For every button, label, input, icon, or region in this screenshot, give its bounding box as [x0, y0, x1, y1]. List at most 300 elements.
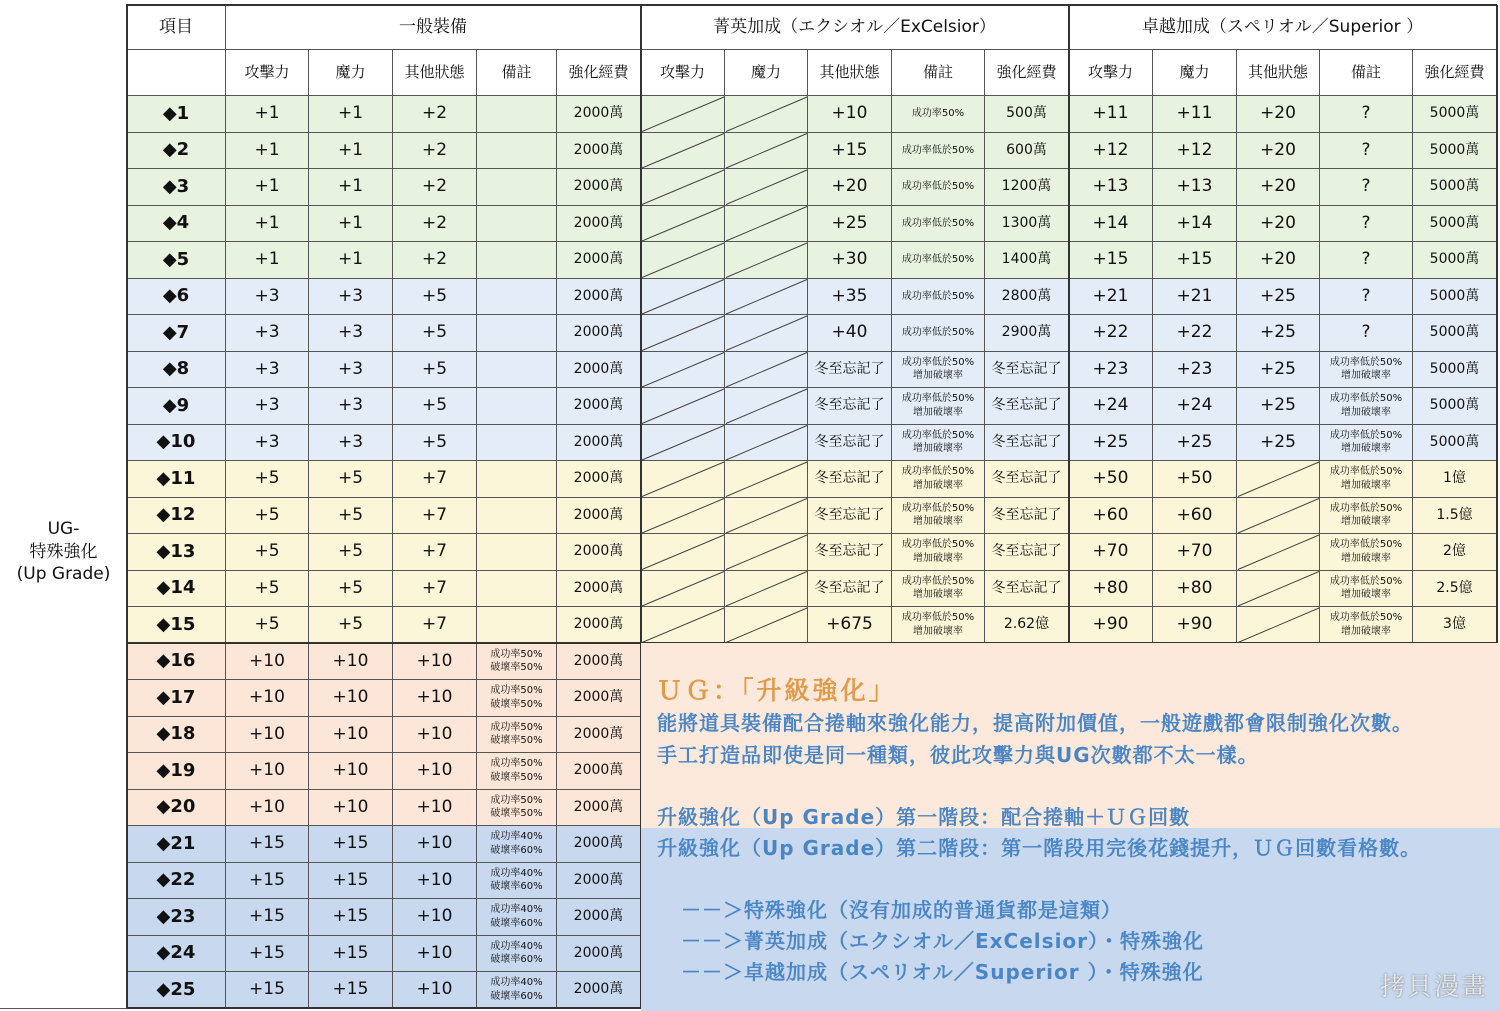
table-cell: +5 [309, 498, 393, 535]
table-cell: 成功率低於50% 增加破壞率 [1320, 425, 1413, 462]
table-cell: +14 [1153, 206, 1237, 243]
level-cell: ◆22 [127, 863, 226, 900]
level-cell: ◆19 [127, 753, 226, 790]
table-cell: +5 [226, 607, 309, 644]
table-cell: 成功率低於50% 增加破壞率 [1320, 388, 1413, 425]
table-cell: +10 [309, 790, 393, 827]
table-cell: 2800萬 [985, 279, 1069, 316]
table-cell: 2000萬 [557, 461, 641, 498]
info-line: －－＞菁英加成（エクシオル／ExCelsior）・特殊強化 [681, 929, 1205, 953]
table-cell: 成功率低於50% 增加破壞率 [1320, 461, 1413, 498]
table-cell: +7 [393, 534, 477, 571]
table-cell: 冬至忘記了 [985, 571, 1069, 608]
table-cell: +30 [808, 242, 892, 279]
table-cell [725, 571, 808, 608]
table-cell: 冬至忘記了 [985, 534, 1069, 571]
table-cell: ? [1320, 133, 1413, 170]
table-cell: 成功率低於50% 增加破壞率 [892, 571, 985, 608]
table-cell: 2000萬 [557, 571, 641, 608]
table-cell: 成功率50% 破壞率50% [477, 753, 557, 790]
column-header: 備註 [892, 50, 985, 96]
table-cell [1237, 498, 1320, 535]
table-cell: +15 [309, 826, 393, 863]
table-cell: +20 [1237, 169, 1320, 206]
table-cell [725, 242, 808, 279]
level-cell: ◆14 [127, 571, 226, 608]
table-cell [725, 315, 808, 352]
info-line: 能將道具裝備配合捲軸來強化能力，提高附加價值，一般遊戲都會限制強化次數。 [657, 711, 1413, 735]
table-cell [725, 279, 808, 316]
table-cell: 成功率40% 破壞率60% [477, 899, 557, 936]
table-cell: 600萬 [985, 133, 1069, 170]
table-cell [725, 498, 808, 535]
table-cell: 成功率低於50% [892, 315, 985, 352]
table-cell: +10 [393, 790, 477, 827]
table-cell: +15 [226, 972, 309, 1009]
table-cell: +24 [1069, 388, 1153, 425]
table-cell: +10 [393, 753, 477, 790]
header-normal: 一般裝備 [226, 5, 641, 50]
table-cell: 2000萬 [557, 863, 641, 900]
table-cell: +15 [226, 936, 309, 973]
table-cell: +10 [309, 717, 393, 754]
table-cell: +21 [1153, 279, 1237, 316]
table-cell [641, 461, 725, 498]
table-cell: +20 [1237, 96, 1320, 133]
table-cell: 冬至忘記了 [808, 352, 892, 389]
column-header: 攻擊力 [641, 50, 725, 96]
table-cell: 成功率50% [892, 96, 985, 133]
table-cell: +10 [226, 644, 309, 681]
table-cell: 2000萬 [557, 607, 641, 644]
table-cell: ? [1320, 96, 1413, 133]
side-label: UG- 特殊強化 (Up Grade) [0, 96, 127, 1009]
table-cell: ? [1320, 315, 1413, 352]
table-cell: +21 [1069, 279, 1153, 316]
table-cell: 5000萬 [1413, 315, 1497, 352]
table-cell [725, 461, 808, 498]
table-cell [477, 534, 557, 571]
table-border [126, 4, 1497, 6]
table-cell: +23 [1153, 352, 1237, 389]
table-cell [477, 461, 557, 498]
level-cell: ◆3 [127, 169, 226, 206]
table-cell [1237, 607, 1320, 644]
table-cell: 5000萬 [1413, 206, 1497, 243]
table-cell: 成功率40% 破壞率60% [477, 972, 557, 1009]
table-cell: +20 [1237, 206, 1320, 243]
table-cell: 500萬 [985, 96, 1069, 133]
table-cell: +1 [309, 169, 393, 206]
table-cell: +70 [1069, 534, 1153, 571]
table-cell: 5000萬 [1413, 352, 1497, 389]
table-cell: 成功率40% 破壞率60% [477, 863, 557, 900]
table-cell: +11 [1153, 96, 1237, 133]
table-cell: +3 [309, 425, 393, 462]
table-cell: +2 [393, 206, 477, 243]
table-cell: 1400萬 [985, 242, 1069, 279]
table-cell: 5000萬 [1413, 279, 1497, 316]
info-line: 升級強化（Up Grade）第二階段：第一階段用完後花錢提升，ＵＧ回數看格數。 [657, 836, 1422, 860]
table-cell: +2 [393, 242, 477, 279]
table-cell: +10 [393, 826, 477, 863]
table-cell: +3 [226, 388, 309, 425]
table-cell: 5000萬 [1413, 169, 1497, 206]
level-cell: ◆4 [127, 206, 226, 243]
table-cell: +10 [393, 863, 477, 900]
table-cell [477, 206, 557, 243]
info-line: 升級強化（Up Grade）第一階段：配合捲軸＋ＵＧ回數 [657, 805, 1191, 829]
table-cell [725, 425, 808, 462]
table-cell [477, 571, 557, 608]
table-cell: +5 [393, 388, 477, 425]
table-cell [641, 388, 725, 425]
table-cell: 5000萬 [1413, 133, 1497, 170]
table-cell: 成功率低於50% 增加破壞率 [1320, 498, 1413, 535]
info-line: 手工打造品即使是同一種類，彼此攻擊力與UG次數都不太一樣。 [657, 743, 1259, 767]
table-cell: 2000萬 [557, 498, 641, 535]
table-cell: +1 [309, 133, 393, 170]
table-cell: 2000萬 [557, 680, 641, 717]
table-cell: +5 [226, 571, 309, 608]
table-cell: 成功率低於50% [892, 169, 985, 206]
table-cell: +15 [309, 899, 393, 936]
table-cell: 成功率低於50% [892, 242, 985, 279]
table-cell: +5 [309, 461, 393, 498]
table-cell [641, 607, 725, 644]
table-cell: +12 [1069, 133, 1153, 170]
table-cell: +1 [309, 242, 393, 279]
table-cell: 冬至忘記了 [985, 498, 1069, 535]
table-cell [477, 96, 557, 133]
level-cell: ◆17 [127, 680, 226, 717]
table-cell: +12 [1153, 133, 1237, 170]
table-cell: 2000萬 [557, 133, 641, 170]
table-cell [477, 352, 557, 389]
table-cell: +5 [226, 461, 309, 498]
level-cell: ◆10 [127, 425, 226, 462]
table-cell: +2 [393, 169, 477, 206]
table-cell: +13 [1153, 169, 1237, 206]
table-cell: 2000萬 [557, 352, 641, 389]
table-cell [477, 279, 557, 316]
table-cell: 成功率低於50% 增加破壞率 [1320, 571, 1413, 608]
table-cell: 3億 [1413, 607, 1497, 644]
table-cell: 2000萬 [557, 936, 641, 973]
table-cell: +20 [808, 169, 892, 206]
table-cell: +25 [1153, 425, 1237, 462]
table-cell [725, 206, 808, 243]
table-cell: 成功率40% 破壞率60% [477, 936, 557, 973]
table-cell: 2000萬 [557, 242, 641, 279]
column-header: 攻擊力 [226, 50, 309, 96]
table-cell: 成功率低於50% 增加破壞率 [1320, 352, 1413, 389]
table-cell: +25 [1237, 279, 1320, 316]
table-cell [725, 133, 808, 170]
table-cell [725, 607, 808, 644]
table-cell: +13 [1069, 169, 1153, 206]
table-cell: 冬至忘記了 [808, 534, 892, 571]
table-cell: +80 [1153, 571, 1237, 608]
table-cell: +5 [309, 571, 393, 608]
table-cell: +10 [309, 753, 393, 790]
level-cell: ◆13 [127, 534, 226, 571]
level-cell: ◆1 [127, 96, 226, 133]
table-cell [1237, 571, 1320, 608]
table-cell: +23 [1069, 352, 1153, 389]
table-cell [725, 169, 808, 206]
table-cell: 成功率低於50% 增加破壞率 [892, 388, 985, 425]
table-cell: ? [1320, 279, 1413, 316]
table-cell [477, 242, 557, 279]
table-cell: +25 [1237, 388, 1320, 425]
table-cell [1237, 461, 1320, 498]
table-cell: 5000萬 [1413, 242, 1497, 279]
table-cell: +15 [226, 826, 309, 863]
level-cell: ◆12 [127, 498, 226, 535]
table-cell: 成功率低於50% 增加破壞率 [892, 607, 985, 644]
table-cell: +25 [1237, 315, 1320, 352]
table-cell: +15 [309, 936, 393, 973]
header-excelsior: 菁英加成（エクシオル／ExCelsior） [641, 5, 1069, 50]
table-cell: 成功率低於50% 增加破壞率 [1320, 607, 1413, 644]
column-header: 魔力 [1153, 50, 1237, 96]
table-border [1068, 5, 1070, 643]
info-title: ＵＧ：「升級強化」 [657, 676, 897, 705]
table-cell: 2000萬 [557, 534, 641, 571]
table-cell: +3 [226, 425, 309, 462]
table-cell: +60 [1153, 498, 1237, 535]
table-cell: +5 [393, 279, 477, 316]
table-cell: +10 [393, 644, 477, 681]
column-header: 備註 [1320, 50, 1413, 96]
level-cell: ◆5 [127, 242, 226, 279]
table-cell: +1 [226, 242, 309, 279]
table-cell: +40 [808, 315, 892, 352]
header-item-blank [127, 50, 226, 96]
table-cell: +7 [393, 607, 477, 644]
column-header: 強化經費 [985, 50, 1069, 96]
table-cell: 2000萬 [557, 717, 641, 754]
table-cell: +1 [226, 133, 309, 170]
table-cell: 2000萬 [557, 96, 641, 133]
table-cell: +5 [309, 607, 393, 644]
table-cell: +1 [226, 169, 309, 206]
table-cell: +2 [393, 133, 477, 170]
table-cell: +5 [226, 534, 309, 571]
table-cell [477, 133, 557, 170]
table-cell: ? [1320, 169, 1413, 206]
level-cell: ◆15 [127, 607, 226, 644]
table-cell [641, 96, 725, 133]
table-cell [641, 498, 725, 535]
table-cell: +3 [309, 315, 393, 352]
level-cell: ◆9 [127, 388, 226, 425]
table-cell [477, 607, 557, 644]
table-cell: +1 [309, 96, 393, 133]
table-cell: +3 [309, 388, 393, 425]
table-cell: 2000萬 [557, 753, 641, 790]
table-cell: +10 [393, 936, 477, 973]
table-cell: +10 [309, 680, 393, 717]
table-cell: +10 [393, 899, 477, 936]
table-cell: 2.62億 [985, 607, 1069, 644]
table-cell [641, 425, 725, 462]
table-cell: 2000萬 [557, 644, 641, 681]
table-cell: 成功率50% 破壞率50% [477, 717, 557, 754]
table-cell [641, 352, 725, 389]
table-cell [725, 352, 808, 389]
table-cell: +20 [1237, 133, 1320, 170]
table-cell: +10 [393, 680, 477, 717]
table-cell: 成功率50% 破壞率50% [477, 644, 557, 681]
table-cell: +11 [1069, 96, 1153, 133]
table-cell: +3 [226, 315, 309, 352]
table-cell: +5 [393, 425, 477, 462]
table-cell: +15 [309, 972, 393, 1009]
table-cell [641, 169, 725, 206]
table-cell: ? [1320, 206, 1413, 243]
table-cell [641, 571, 725, 608]
table-cell: +5 [393, 315, 477, 352]
table-cell [641, 206, 725, 243]
table-cell: 冬至忘記了 [808, 425, 892, 462]
table-cell: +70 [1153, 534, 1237, 571]
table-cell: +22 [1069, 315, 1153, 352]
table-cell: +90 [1153, 607, 1237, 644]
table-cell: 2000萬 [557, 169, 641, 206]
table-cell: 2.5億 [1413, 571, 1497, 608]
info-panel [641, 643, 1500, 1011]
level-cell: ◆18 [127, 717, 226, 754]
table-cell: +35 [808, 279, 892, 316]
table-cell: 5000萬 [1413, 96, 1497, 133]
table-cell: 2000萬 [557, 206, 641, 243]
table-cell [477, 315, 557, 352]
table-cell: +15 [808, 133, 892, 170]
table-cell: +5 [393, 352, 477, 389]
table-cell: +15 [226, 863, 309, 900]
table-cell: +10 [808, 96, 892, 133]
table-cell: +50 [1153, 461, 1237, 498]
column-header: 備註 [477, 50, 557, 96]
level-cell: ◆7 [127, 315, 226, 352]
table-cell: +1 [226, 206, 309, 243]
table-cell: 2000萬 [557, 899, 641, 936]
table-cell: +25 [1237, 352, 1320, 389]
table-cell: 2000萬 [557, 388, 641, 425]
column-header: 其他狀態 [808, 50, 892, 96]
table-border [1496, 5, 1498, 643]
header-superior: 卓越加成（スペリオル／Superior ） [1069, 5, 1497, 50]
table-cell: +3 [226, 352, 309, 389]
table-cell: 2000萬 [557, 279, 641, 316]
table-cell: 成功率低於50% 增加破壞率 [892, 461, 985, 498]
table-cell: +10 [309, 644, 393, 681]
table-cell: +15 [1069, 242, 1153, 279]
table-cell: +50 [1069, 461, 1153, 498]
level-cell: ◆11 [127, 461, 226, 498]
table-cell: +675 [808, 607, 892, 644]
table-cell: +3 [309, 352, 393, 389]
level-cell: ◆25 [127, 972, 226, 1009]
table-cell [641, 133, 725, 170]
table-cell: 成功率低於50% [892, 279, 985, 316]
table-cell: +14 [1069, 206, 1153, 243]
table-cell: +10 [226, 680, 309, 717]
table-cell: 2900萬 [985, 315, 1069, 352]
table-cell: 成功率50% 破壞率50% [477, 790, 557, 827]
table-cell [1237, 534, 1320, 571]
column-header: 魔力 [309, 50, 393, 96]
table-cell [641, 315, 725, 352]
level-cell: ◆20 [127, 790, 226, 827]
table-cell [725, 388, 808, 425]
table-cell [725, 96, 808, 133]
table-cell [641, 534, 725, 571]
column-header: 其他狀態 [1237, 50, 1320, 96]
table-cell: 成功率低於50% 增加破壞率 [892, 352, 985, 389]
level-cell: ◆8 [127, 352, 226, 389]
table-cell: 冬至忘記了 [808, 498, 892, 535]
table-cell: +5 [309, 534, 393, 571]
table-cell: 成功率低於50% 增加破壞率 [892, 534, 985, 571]
table-cell: +1 [226, 96, 309, 133]
table-cell: +25 [1069, 425, 1153, 462]
table-cell [641, 242, 725, 279]
table-cell: 5000萬 [1413, 388, 1497, 425]
table-cell: 2000萬 [557, 826, 641, 863]
table-cell: 成功率低於50% [892, 206, 985, 243]
table-cell: +15 [1153, 242, 1237, 279]
table-cell: 冬至忘記了 [985, 461, 1069, 498]
table-cell: 冬至忘記了 [808, 571, 892, 608]
table-cell: +60 [1069, 498, 1153, 535]
header-item: 項目 [127, 5, 226, 50]
table-cell: +90 [1069, 607, 1153, 644]
level-cell: ◆2 [127, 133, 226, 170]
table-cell: +15 [309, 863, 393, 900]
table-cell [477, 498, 557, 535]
level-cell: ◆6 [127, 279, 226, 316]
table-cell: +3 [226, 279, 309, 316]
table-cell: 2000萬 [557, 790, 641, 827]
table-cell: +7 [393, 498, 477, 535]
level-cell: ◆16 [127, 644, 226, 681]
level-cell: ◆24 [127, 936, 226, 973]
table-cell: 冬至忘記了 [808, 461, 892, 498]
table-cell: 1300萬 [985, 206, 1069, 243]
table-cell: +7 [393, 571, 477, 608]
info-line: －－＞卓越加成（スペリオル／Superior ）・特殊強化 [681, 960, 1204, 984]
table-cell: +24 [1153, 388, 1237, 425]
column-header: 魔力 [725, 50, 808, 96]
table-cell: 5000萬 [1413, 425, 1497, 462]
table-cell: 成功率低於50% 增加破壞率 [892, 498, 985, 535]
table-cell: +80 [1069, 571, 1153, 608]
table-cell: +7 [393, 461, 477, 498]
table-cell: 2000萬 [557, 425, 641, 462]
table-cell: 冬至忘記了 [808, 388, 892, 425]
table-cell: +10 [226, 790, 309, 827]
info-line: －－＞特殊強化（沒有加成的普通貨都是這類） [681, 898, 1122, 922]
table-cell: +10 [226, 717, 309, 754]
table-cell: 成功率低於50% 增加破壞率 [1320, 534, 1413, 571]
table-cell: +10 [393, 717, 477, 754]
table-cell: +10 [393, 972, 477, 1009]
table-cell: +25 [1237, 425, 1320, 462]
table-cell: ? [1320, 242, 1413, 279]
